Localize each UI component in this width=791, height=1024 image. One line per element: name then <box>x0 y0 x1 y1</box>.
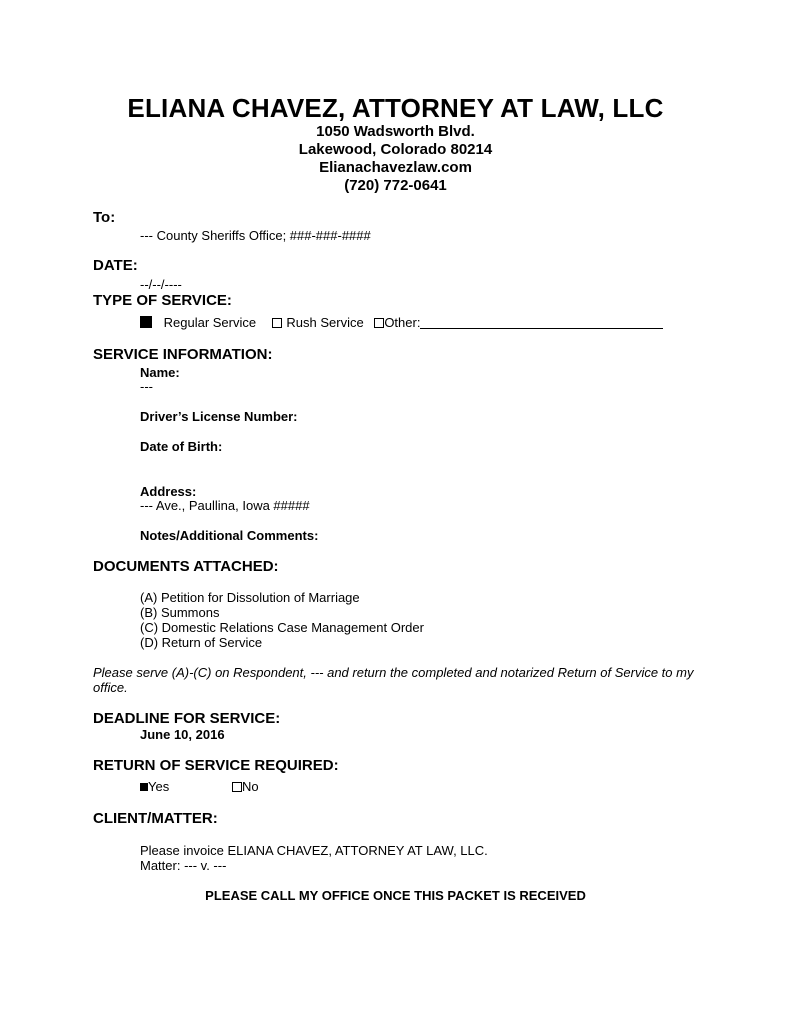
document-item: (C) Domestic Relations Case Management Order <box>140 620 424 635</box>
invoice-line: Please invoice ELIANA CHAVEZ, ATTORNEY AT LAW, LLC. <box>140 843 488 858</box>
service-information-label: SERVICE INFORMATION: <box>93 346 273 363</box>
service-instruction-line1: Please serve (A)-(C) on Respondent, --- and return the completed and notarized Return of Service to my <box>93 665 694 680</box>
return-yes-checkbox[interactable] <box>140 783 148 791</box>
return-yes-option <box>140 779 169 794</box>
service-instruction-line2: office. <box>93 680 128 695</box>
documents-attached-label: DOCUMENTS ATTACHED: <box>93 558 279 575</box>
deadline-label: DEADLINE FOR SERVICE: <box>93 710 281 727</box>
date-of-birth-label: Date of Birth: <box>140 439 223 454</box>
return-of-service-label: RETURN OF SERVICE REQUIRED: <box>93 757 339 774</box>
to-label: To: <box>93 209 116 226</box>
firm-website: Elianachavezlaw.com <box>319 159 472 176</box>
drivers-license-label: Driver’s License Number: <box>140 409 298 424</box>
other-service-label: Other: <box>384 315 421 330</box>
return-no-checkbox[interactable] <box>232 782 242 792</box>
address-value: --- Ave., Paullina, Iowa ##### <box>140 498 310 513</box>
document-item: (D) Return of Service <box>140 635 263 650</box>
return-no-label: No <box>242 779 259 794</box>
client-matter-label: CLIENT/MATTER: <box>93 810 218 827</box>
date-value: --/--/---- <box>140 277 182 292</box>
date-label: DATE: <box>93 257 138 274</box>
firm-address-line2: Lakewood, Colorado 80214 <box>298 141 493 158</box>
document-item: (B) Summons <box>140 605 220 620</box>
type-of-service-label: TYPE OF SERVICE: <box>93 292 232 309</box>
service-type-options <box>140 315 663 330</box>
other-service-checkbox[interactable] <box>374 318 384 328</box>
address-label: Address: <box>140 484 197 499</box>
rush-service-checkbox[interactable] <box>272 318 282 328</box>
firm-name: ELIANA CHAVEZ, ATTORNEY AT LAW, LLC <box>127 93 664 123</box>
deadline-value: June 10, 2016 <box>140 727 225 742</box>
regular-service-label: Regular Service <box>163 315 257 330</box>
name-label: Name: <box>140 365 180 380</box>
firm-phone: (720) 772-0641 <box>344 177 447 194</box>
firm-address-line1: 1050 Wadsworth Blvd. <box>316 123 475 140</box>
return-yes-label: Yes <box>148 779 170 794</box>
notes-label: Notes/Additional Comments: <box>140 528 319 543</box>
name-value: --- <box>140 379 153 394</box>
return-no-option <box>232 779 259 794</box>
rush-service-label: Rush Service <box>286 315 364 330</box>
to-value: --- County Sheriffs Office; ###-###-#### <box>140 228 371 243</box>
footer-note: PLEASE CALL MY OFFICE ONCE THIS PACKET IS RECEIVED <box>205 888 586 903</box>
other-service-blank[interactable] <box>420 316 663 329</box>
document-item: (A) Petition for Dissolution of Marriage <box>140 590 360 605</box>
regular-service-checkbox[interactable] <box>140 316 152 328</box>
matter-line: Matter: --- v. --- <box>140 858 227 873</box>
